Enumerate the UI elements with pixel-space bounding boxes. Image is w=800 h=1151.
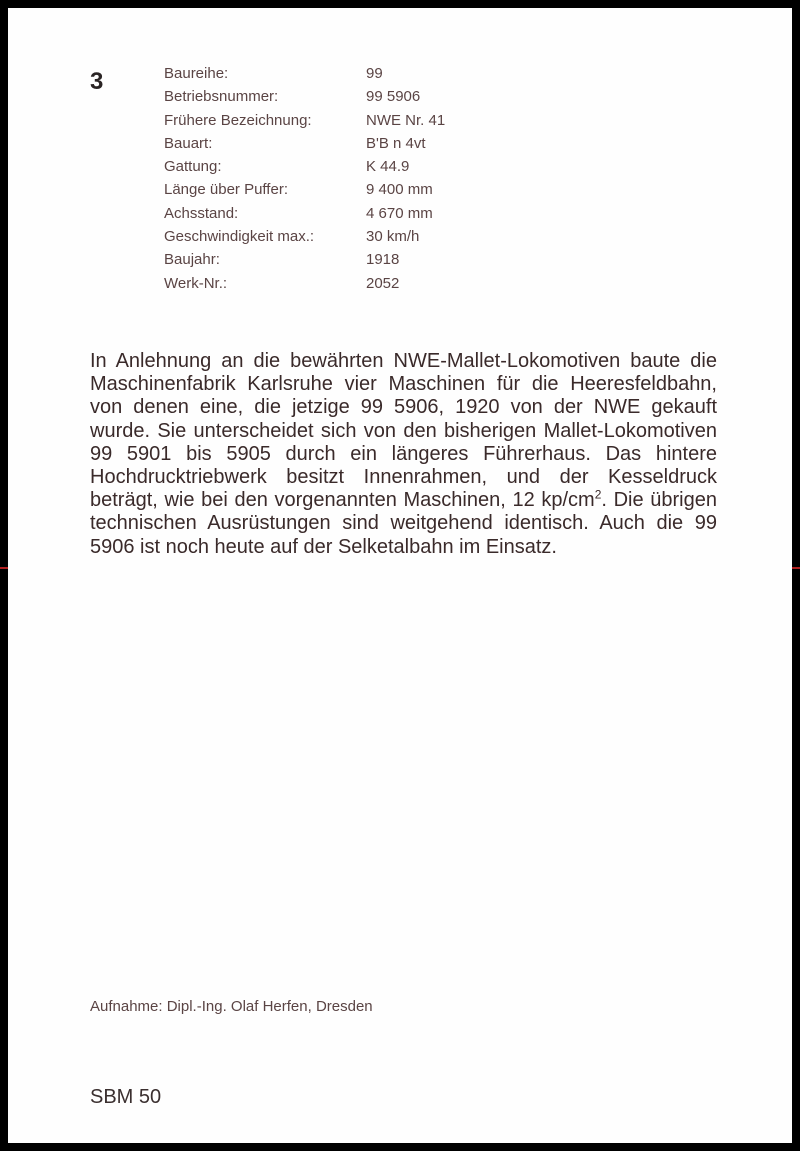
- series-code: SBM 50: [90, 1086, 162, 1108]
- spec-label: Baujahr:: [164, 251, 220, 269]
- photo-credit: Aufnahme: Dipl.-Ing. Olaf Herfen, Dresden: [90, 998, 373, 1015]
- spec-value: NWE Nr. 41: [366, 111, 446, 129]
- spec-label: Baureihe:: [164, 65, 229, 82]
- spec-value: K 44.9: [366, 158, 410, 176]
- spec-label: Bauart:: [164, 134, 213, 152]
- spec-row: [164, 275, 445, 298]
- edge-mark: [792, 567, 800, 569]
- spec-label: Länge über Puffer:: [164, 181, 288, 199]
- superscript: 2: [594, 487, 602, 502]
- description-paragraph: [90, 350, 717, 559]
- spec-value: 2052: [366, 274, 400, 292]
- spec-value: B'B n 4vt: [366, 134, 426, 152]
- spec-value: 30 km/h: [366, 228, 420, 246]
- card-number: 3: [90, 68, 104, 95]
- spec-value: 9 400 mm: [366, 181, 433, 199]
- spec-row: [164, 112, 445, 135]
- spec-row: [164, 135, 445, 158]
- description-text-continued: . Die übrigen technischen Ausrüstungen sind weitgehend identisch. Auch die 99 5906 ist noch heute auf der Selketalbahn im Einsatz.: [90, 489, 717, 558]
- spec-row: [164, 181, 445, 204]
- spec-label: Achsstand:: [164, 204, 239, 222]
- spec-value: 4 670 mm: [366, 204, 433, 222]
- edge-mark: [0, 567, 8, 569]
- description-text: In Anlehnung an die bewährten NWE-Mallet-Lokomotiven baute die Maschinenfabrik Karlsruhe vier Maschinen für die Heeresfeldbahn, von denen eine, die jetzige 99 5906, 1920 von der NWE gekauft wurde. Sie unterscheidet sich von den bisherigen Mallet-Lokomotiven 99 5901 bis 5905 durch ein längeres Führerhaus. Das hintere Hochdrucktriebwerk besitzt Innenrahmen, und der Kesseldruck beträgt, wie bei den vorgenannten Maschinen, 12 kp/cm: [90, 350, 717, 512]
- spec-row: [164, 228, 445, 251]
- spec-value: 99: [366, 65, 383, 82]
- spec-row: [164, 158, 445, 181]
- spec-value: 1918: [366, 251, 400, 269]
- spec-table: [164, 65, 445, 298]
- spec-label: Betriebsnummer:: [164, 88, 279, 106]
- spec-row: [164, 251, 445, 274]
- spec-row: [164, 65, 445, 88]
- postcard-back: [8, 8, 792, 1143]
- spec-label: Frühere Bezeichnung:: [164, 111, 312, 129]
- spec-value: 99 5906: [366, 88, 421, 106]
- spec-label: Werk-Nr.:: [164, 274, 228, 292]
- spec-label: Geschwindigkeit max.:: [164, 228, 315, 246]
- spec-row: [164, 205, 445, 228]
- spec-label: Gattung:: [164, 158, 222, 176]
- spec-row: [164, 88, 445, 111]
